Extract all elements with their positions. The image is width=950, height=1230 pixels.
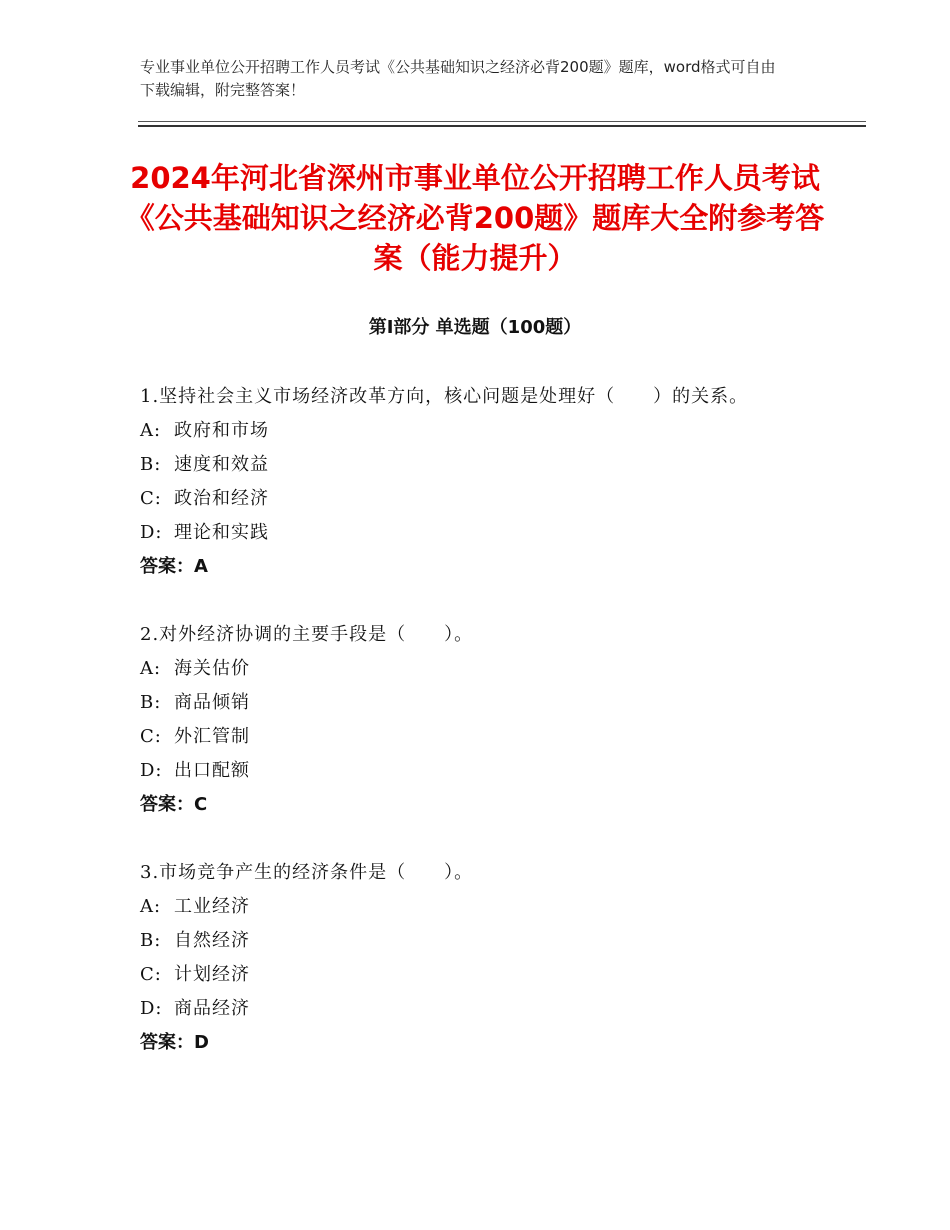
option-text: 政治和经济 [174,488,269,509]
header-divider-thin [138,121,866,122]
section-heading: 第I部分 单选题（100题） [368,317,582,338]
option-key: C: [140,488,162,509]
option-text: 自然经济 [174,930,250,951]
option-key: C: [140,964,162,985]
option-text: 商品倾销 [174,692,250,713]
option-key: B: [140,930,162,951]
answer: 答案：A [140,556,208,577]
option-text: 商品经济 [174,998,250,1019]
answer: 答案：D [140,1032,209,1053]
option-key: B: [140,692,162,713]
option-key: A: [140,420,162,441]
option-key: D: [140,998,163,1019]
option-key: C: [140,726,162,747]
option-text: 政府和市场 [174,420,269,441]
question-stem: 2.对外经济协调的主要手段是（ ）。 [140,624,474,645]
question-2 [140,618,820,822]
option-a [140,890,820,924]
option-c [140,958,820,992]
option-b [140,448,820,482]
option-text: 速度和效益 [174,454,269,475]
option-text: 工业经济 [174,896,250,917]
option-a [140,414,820,448]
option-b [140,686,820,720]
option-text: 计划经济 [174,964,250,985]
option-key: A: [140,896,162,917]
option-text: 外汇管制 [174,726,250,747]
header-note: 专业事业单位公开招聘工作人员考试《公共基础知识之经济必背200题》题库，word格式可自由下载编辑，附完整答案！ [140,58,776,99]
option-d [140,992,820,1026]
option-key: D: [140,522,163,543]
option-key: B: [140,454,162,475]
option-d [140,516,820,550]
option-text: 海关估价 [174,658,250,679]
question-stem: 1.坚持社会主义市场经济改革方向，核心问题是处理好（ ）的关系。 [140,386,749,407]
option-key: D: [140,760,163,781]
question-stem: 3.市场竞争产生的经济条件是（ ）。 [140,862,474,883]
question-3 [140,856,820,1060]
option-text: 出口配额 [174,760,250,781]
question-1 [140,380,820,584]
answer: 答案：C [140,794,208,815]
option-d [140,754,820,788]
option-c [140,720,820,754]
header-divider-thick [138,125,866,127]
option-text: 理论和实践 [174,522,269,543]
question-list [140,380,820,1094]
option-key: A: [140,658,162,679]
document-title: 2024年河北省深州市事业单位公开招聘工作人员考试《公共基础知识之经济必背200题》题库大全附参考答案（能力提升） [125,161,825,275]
option-b [140,924,820,958]
option-a [140,652,820,686]
option-c [140,482,820,516]
